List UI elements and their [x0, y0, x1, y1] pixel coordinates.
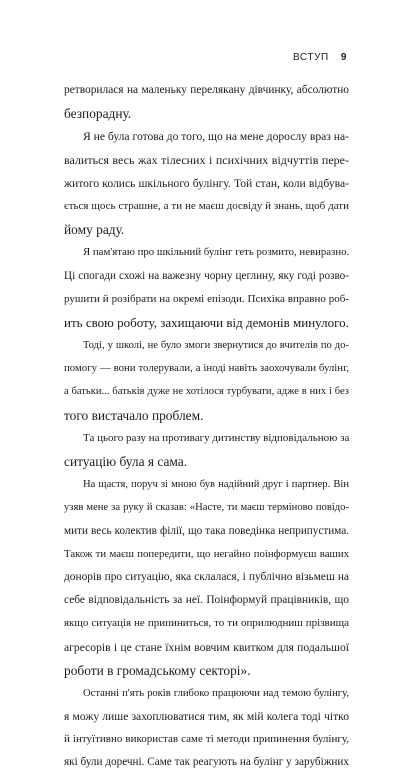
section-title: ВСТУП: [292, 52, 329, 63]
text-line: валиться весь жах тілесних і психічних відчуттів пере-: [64, 152, 349, 167]
paragraph-first-line: Останні п'ять років глибоко працюючи над темою булінгу,: [83, 687, 349, 699]
text-line: ить свою роботу, захищаючи від демонів минулого.: [64, 314, 349, 330]
text-line: йому раду.: [64, 222, 125, 238]
text-line: роботи в громадському секторі».: [64, 662, 251, 678]
text-line: ситуацію була я сама.: [64, 454, 188, 469]
text-line: ється щось страшне, а ти не маєш досвіду й знань, щоб дати: [64, 199, 349, 212]
text-line: агресорів і це стане їхнім вовчим квитком для подальшої: [64, 640, 349, 654]
text-line: Також ти маєш попередити, що негайно поінформуєш ваших: [64, 547, 349, 560]
paragraph-first-line: Тоді, у школі, не було змоги звернутися до вчителів по до-: [83, 340, 349, 352]
text-line: помогу — вони толерували, а іноді навіть заохочували булінг,: [64, 362, 349, 375]
text-line: Ці спогади схожі на важезну чорну цеглину, яку годі розво-: [64, 269, 349, 282]
text-line: узяв мене за руку й сказав: «Насте, ти маєш терміново повідо-: [64, 502, 349, 514]
text-line: які були доречні. Саме так реагують на булінг у зарубіжних: [64, 756, 349, 769]
text-line: якщо ситуація не припиниться, то ти оприлюдниш прізвища: [64, 617, 349, 630]
paragraph-first-line: Я не була готова до того, що на мене дорослу враз на-: [83, 130, 349, 144]
text-line: мити весь колектив філії, що така поведінка неприпустима.: [64, 524, 349, 537]
paragraph-first-line: Та цього разу на противагу дитинству відповідальною за: [83, 431, 349, 444]
page-number: 9: [340, 52, 347, 63]
text-line: я можу лише захоплюватися тим, як мій колега тоді чітко: [64, 710, 349, 724]
running-header: [293, 52, 347, 63]
text-line: того вистачало проблем.: [64, 407, 204, 423]
text-line: донорів про ситуацію, яка склалася, і публічно візьмеш на: [64, 570, 349, 583]
text-line: а батьки... батьків дуже не хотілося турбувати, адже в них і без: [64, 386, 349, 398]
text-line: житого колись шкільного булінгу. Той стан, коли відбува-: [64, 176, 349, 190]
text-line: рушити й розібрати на окремі епізоди. Психіка вправно роб-: [64, 292, 349, 305]
text-line: безпорадну.: [64, 106, 132, 122]
paragraph-first-line: Я пам'ятаю про шкільний булінг геть розмито, невиразно.: [83, 246, 349, 259]
text-line: й інтуїтивно використав саме ті методи припинення булінгу,: [64, 733, 349, 746]
body-text: [64, 79, 349, 775]
text-line: себе відповідальність за неї. Поінформуй працівників, що: [64, 594, 349, 607]
text-line: ретворилася на маленьку перелякану дівчинку, абсолютно: [64, 84, 349, 96]
paragraph-first-line: На щастя, поруч зі мною був надійний друг і партнер. Він: [83, 479, 349, 491]
